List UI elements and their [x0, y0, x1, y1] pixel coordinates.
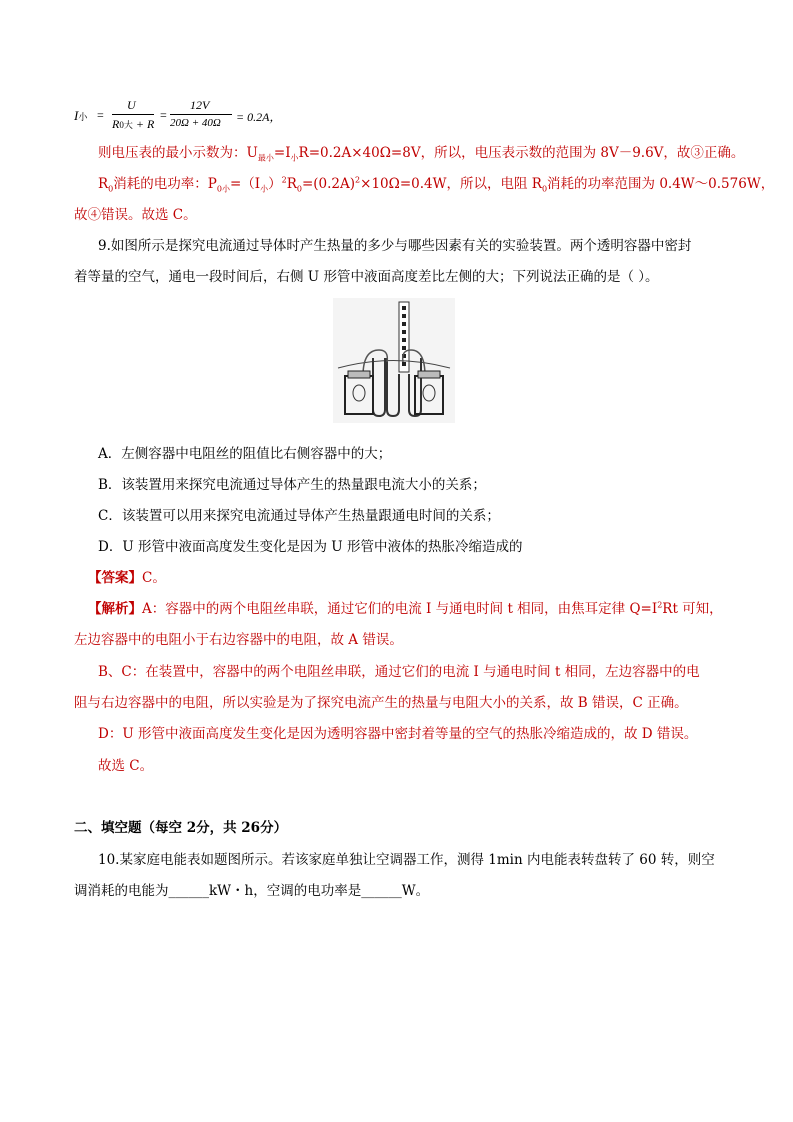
question-9-line-1: 9.如图所示是探究电流通过导体时产生热量的多少与哪些因素有关的实验装置。两个透明容器中密封	[98, 238, 692, 254]
u-tube-apparatus-figure	[333, 298, 455, 423]
denominator-r: R0大 + R	[112, 117, 155, 131]
option-a: A．左侧容器中电阻丝的阻值比右侧容器中的大；	[98, 446, 392, 462]
analysis-line-6: 故选 C。	[98, 758, 154, 774]
fraction-bar-2	[170, 114, 232, 115]
analysis-line-1: 【解析】A：容器中的两个电阻丝串联，通过它们的电流 I 与通电时间 t 相同，由焦耳定律 $Q=I^2Rt$ 可知，	[88, 600, 723, 617]
question-10-line-2: 调消耗的电能为______kW・h，空调的电功率是______W。	[74, 883, 430, 899]
numerator-12v: 12V	[190, 98, 210, 112]
option-d: D．U 形管中液面高度发生变化是因为 U 形管中液体的热胀冷缩造成的	[98, 539, 523, 555]
power-line: $R_0$消耗的电功率：$P_{0小}=(I_小)^2R_0=(0.2A)^2\times 10\Omega=0.4W$，所以，电阻 $R_0$消耗的功率范围为 0.4W～0.576W，	[98, 175, 775, 194]
min-voltage-line: 则电压表的最小示数为：$U_{最小}=I_小R=0.2A\times 40\Omega=8V$，所以，电压表示数的范围为 8V－9.6V，故③正确。	[98, 145, 745, 163]
analysis-line-5: D：U 形管中液面高度发生变化是因为透明容器中密封着等量的空气的热胀冷缩造成的，故 D 错误。	[98, 726, 698, 742]
formula-result: = 0.2A，	[236, 110, 282, 124]
analysis-line-4: 阻与右边容器中的电阻，所以实验是为了探究电流产生的热量与电阻大小的关系，故 B 错误，C 正确。	[74, 695, 688, 711]
numerator-u: U	[127, 98, 136, 112]
equals-sign-2: =	[160, 108, 167, 122]
analysis-line-3: B、C：在装置中，容器中的两个电阻丝串联，通过它们的电流 I 与通电时间 t 相同，左边容器中的电	[98, 664, 700, 680]
formula-lhs: I小	[74, 108, 88, 123]
section-heading-fill-in: 二、填空题（每空 2分，共 26分）	[74, 820, 288, 836]
fraction-bar	[112, 114, 154, 115]
question-9-line-2: 着等量的空气，通电一段时间后，右侧 U 形管中液面高度差比左侧的大；下列说法正确的是（ ）。	[74, 269, 659, 285]
current-formula	[72, 98, 312, 134]
conclusion-line: 故④错误。故选 C。	[74, 207, 197, 223]
analysis-line-2: 左边容器中的电阻小于右边容器中的电阻，故 A 错误。	[74, 632, 403, 648]
answer-line: 【答案】C。	[88, 570, 166, 586]
denominator-resistances: 20Ω + 40Ω	[170, 117, 221, 129]
question-10-line-1: 10.某家庭电能表如题图所示。若该家庭单独让空调器工作，测得 1min 内电能表转盘转了 60 转，则空	[98, 852, 715, 868]
equals-sign: =	[97, 108, 104, 122]
option-c: C．该装置可以用来探究电流通过导体产生热量跟通电时间的关系；	[98, 508, 500, 524]
option-b: B．该装置用来探究电流通过导体产生的热量跟电流大小的关系；	[98, 477, 486, 493]
